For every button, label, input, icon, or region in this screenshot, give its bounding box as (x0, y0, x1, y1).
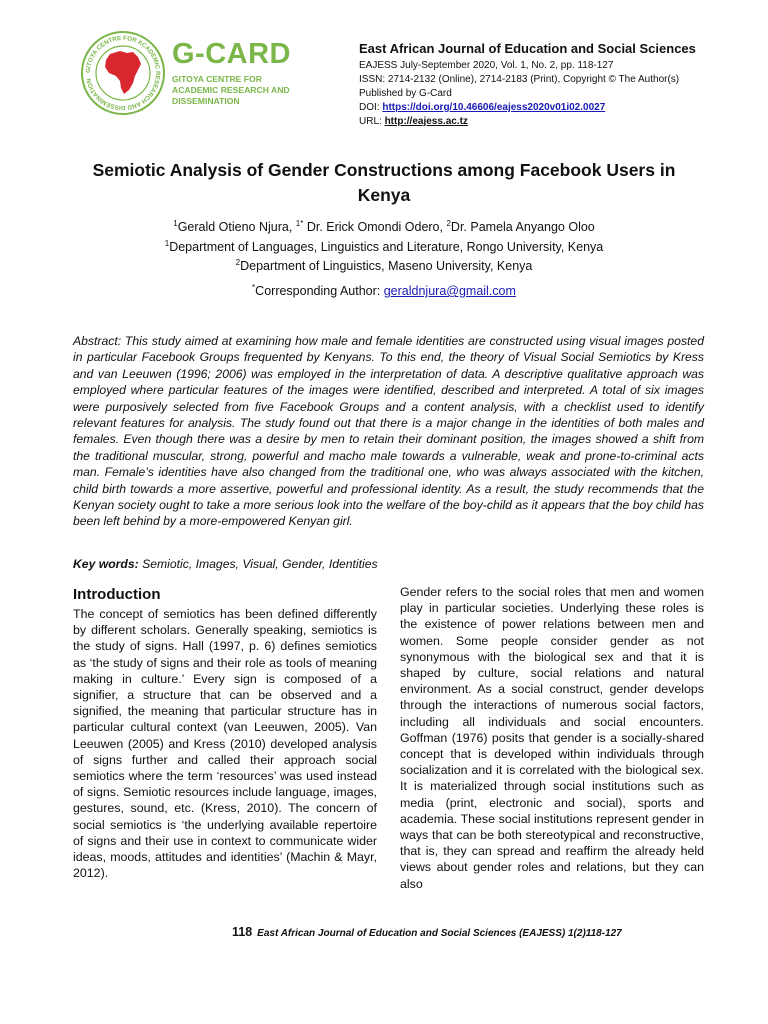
keywords-label: Key words: (73, 557, 139, 571)
journal-header (359, 42, 719, 129)
doi-label: DOI: (359, 102, 383, 113)
africa-map-icon (105, 51, 141, 94)
seal-text: GITOYA CENTRE FOR ACADEMIC RESEARCH AND DISSEMINATION (84, 34, 162, 112)
brand-tagline: GITOYA CENTRE FOR ACADEMIC RESEARCH AND DISSEMINATION (172, 74, 290, 106)
journal-doi-line (359, 101, 719, 115)
intro-paragraph-left: The concept of semiotics has been defined differently by different scholars. Generally speaking, semiotics is the study of signs. Hall (1997, p. 6) defines semiotics as ‘the study of signs and their role as tools of meaning making in culture.’ Every sign is composed of a signifier, a structure that can be observed and a signified, the meaning that particular structure has in particular cultural context (van Leeuwen, 2005). Van Leeuwen (2005) and Kress (2010) developed analysis of signs further and called their approach social semiotics where the term ‘resources’ was used instead of signs. Semiotic resources include language, images, gestures, sound, etc. (Kress, 2010). The concern of social semiotics is ‘the underlying available repertoire of signs and their use in context to communicate wider ideas, moods, attitudes and identities’ (Machin & Mayr, 2012). (73, 607, 377, 881)
author-1: Gerald Otieno Njura, (177, 220, 296, 235)
journal-publisher: Published by G-Card (359, 88, 452, 99)
author-2: Dr. Erick Omondi Odero, (303, 220, 447, 235)
author-3: Dr. Pamela Anyango Oloo (450, 220, 595, 235)
author-line: $^1$Gerald Otieno Njura, $^{1*}$ Dr. Erick Omondi Odero, $^2$Dr. Pamela Anyango Oloo (173, 219, 595, 235)
url-label: URL: (359, 116, 385, 127)
corresponding-author: *Corresponding Author: geraldnjura@gmail.com (252, 283, 516, 299)
journal-issn: ISSN: 2714-2132 (Online), 2714-2183 (Print), Copyright © The Author(s) (359, 74, 680, 85)
brand-name: G-CARD (172, 38, 291, 70)
keywords (73, 557, 704, 571)
footer-citation: East African Journal of Education and Social Sciences (EAJESS) 1(2)118-127 (257, 928, 622, 939)
corresponding-email-link[interactable]: geraldnjura@gmail.com (383, 284, 516, 299)
right-column (400, 584, 704, 892)
doi-link[interactable]: https://doi.org/10.46606/eajess2020v01i02.0027 (382, 102, 606, 113)
intro-paragraph-right: Gender refers to the social roles that men and women play in particular societies. Underlying these roles is the existence of power relations between men and women. Some people consider gender as not synonymous with the biological sex and that it is shaped by culture, social relations and natural environment. As a social construct, gender develops through the interactions of numerous social factors, including all individuals and social encounters. Goffman (1976) posits that gender is a socially-shared concept that is developed within individuals through socialization and it is correlated with the biological sex. It is materialized through social institutions such as media (print, electronic and social), sports and academia. These social institutions represent gender in ways that can be both stereotypical and reconstructive, that is, they can spread and reaffirm the already held views about gender roles and relations, but they can also (400, 585, 704, 891)
journal-title: East African Journal of Education and Social Sciences (359, 41, 696, 56)
keywords-list: Semiotic, Images, Visual, Gender, Identities (138, 557, 378, 571)
abstract: Abstract: This study aimed at examining how male and female identities are constructed using visual images posted in particular Facebook Groups frequented by Kenyans. To this end, the theory of Visual Social Semiotics by Kress and van Leeuwen (1996; 2006) was employed in the interpretation of data. A descriptive qualitative approach was employed where particular features of the images were identified, described and interpreted. A total of six images were purposively selected from five Facebook Groups and a content analysis, with a checklist used to identify relevant features for analysis. The study found out that there is a major change in the identities of both males and females. Even though there was a desire by men to retain their dominant position, the images showed a shift from the traditional muscular, strong, powerful and macho male towards a vulnerable, weak and prone-to-criminal acts man. Female’s identities have also changed from the traditional one, who was always associated with the kitchen, child birth towards a more assertive, powerful and professional identity. As a result, the study recommends that the Kenyan society ought to take a more serious look into the welfare of the boy-child as it appears that the boy child has been left behind by a more-empowered Kenyan girl. (73, 334, 704, 529)
section-heading: Introduction (73, 586, 161, 603)
journal-issue: EAJESS July-September 2020, Vol. 1, No. 2, pp. 118-127 (359, 60, 614, 71)
journal-url-line (359, 115, 719, 129)
article-title: Semiotic Analysis of Gender Constructions among Facebook Users in Kenya (92, 160, 676, 205)
gcard-logo (80, 30, 300, 116)
url-link[interactable]: http://eajess.ac.tz (384, 116, 468, 127)
page-number: 118 (232, 925, 253, 939)
gcard-seal-icon (80, 30, 166, 116)
affiliation-1: $^1$Department of Languages, Linguistics and Literature, Rongo University, Kenya (164, 238, 604, 254)
affiliation-2: $^2$Department of Linguistics, Maseno University, Kenya (235, 258, 533, 274)
page-footer (232, 925, 732, 939)
left-column (73, 586, 377, 881)
author-block (70, 216, 698, 275)
